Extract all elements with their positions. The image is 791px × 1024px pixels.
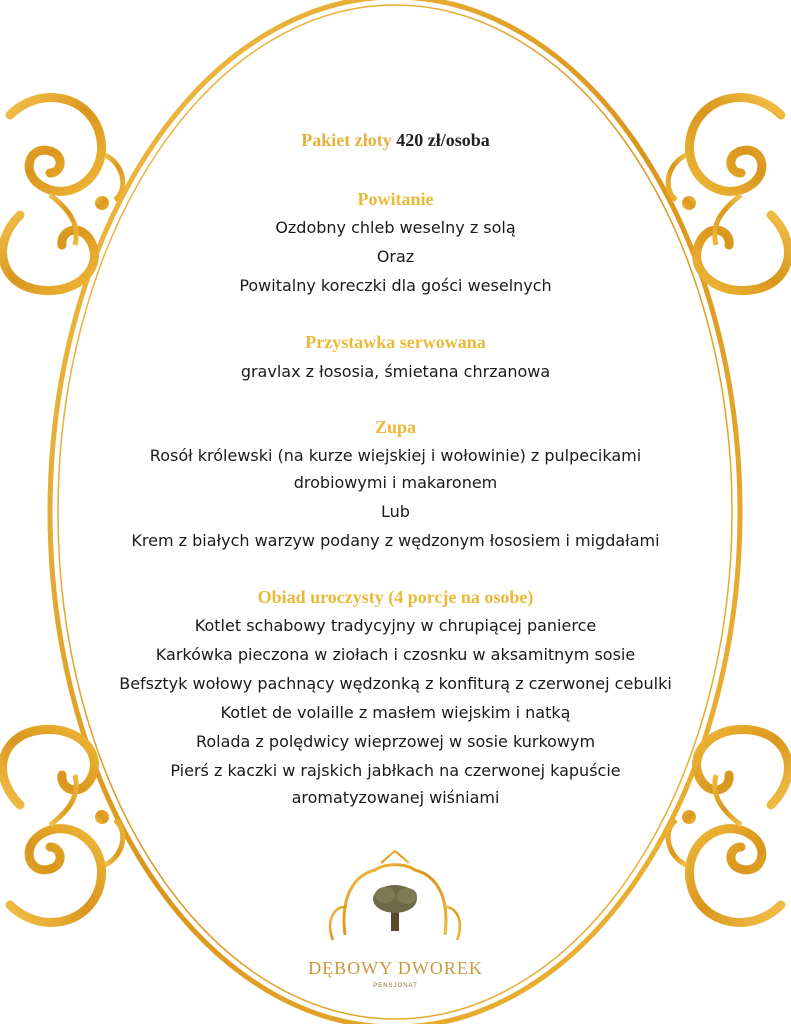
logo-subtitle: PENSJONAT bbox=[373, 983, 418, 989]
menu-item: Rosół królewski (na kurze wiejskiej i wołowinie) z pulpecikami bbox=[149, 446, 642, 465]
package-price: 420 zł/osoba bbox=[396, 130, 490, 150]
section-heading-soup: Zupa bbox=[374, 417, 417, 437]
menu-item: Ozdobny chleb weselny z solą bbox=[275, 218, 516, 237]
menu-item: Powitalny koreczki dla gości weselnych bbox=[239, 276, 552, 295]
menu-item: Befsztyk wołowy pachnący wędzonką z konfiturą z czerwonej cebulki bbox=[119, 674, 672, 693]
menu-item: Pierś z kaczki w rajskich jabłkach na czerwonej kapuście bbox=[170, 761, 621, 780]
menu-item: Oraz bbox=[376, 247, 415, 266]
menu-item: drobiowymi i makaronem bbox=[293, 473, 498, 492]
ornament-bottom-right bbox=[668, 729, 788, 922]
menu-item: Karkówka pieczona w ziołach i czosnku w aksamitnym sosie bbox=[155, 645, 636, 664]
menu-item: gravlax z łososia, śmietana chrzanowa bbox=[240, 362, 551, 381]
logo-emblem bbox=[305, 851, 485, 948]
section-heading-dinner: Obiad uroczysty (4 porcje na osobe) bbox=[257, 587, 534, 607]
section-heading-starter: Przystawka serwowana bbox=[305, 332, 486, 352]
menu-item: Krem z białych warzyw podany z wędzonym łososiem i migdałami bbox=[131, 531, 660, 550]
logo-name: DĘBOWY DWOREK bbox=[308, 958, 483, 978]
menu-item: Rolada z polędwicy wieprzowej w sosie kurkowym bbox=[195, 732, 596, 751]
package-name: Pakiet złoty bbox=[301, 130, 392, 150]
menu-item: Lub bbox=[381, 502, 410, 521]
menu-item: Kotlet de volaille z masłem wiejskim i natką bbox=[220, 703, 571, 722]
package-title bbox=[0, 130, 791, 151]
ornament-bottom-left bbox=[3, 729, 123, 922]
section-heading-welcome: Powitanie bbox=[357, 189, 434, 209]
menu-item: aromatyzowanej wiśniami bbox=[291, 788, 500, 807]
menu-item: Kotlet schabowy tradycyjny w chrupiącej panierce bbox=[194, 616, 597, 635]
